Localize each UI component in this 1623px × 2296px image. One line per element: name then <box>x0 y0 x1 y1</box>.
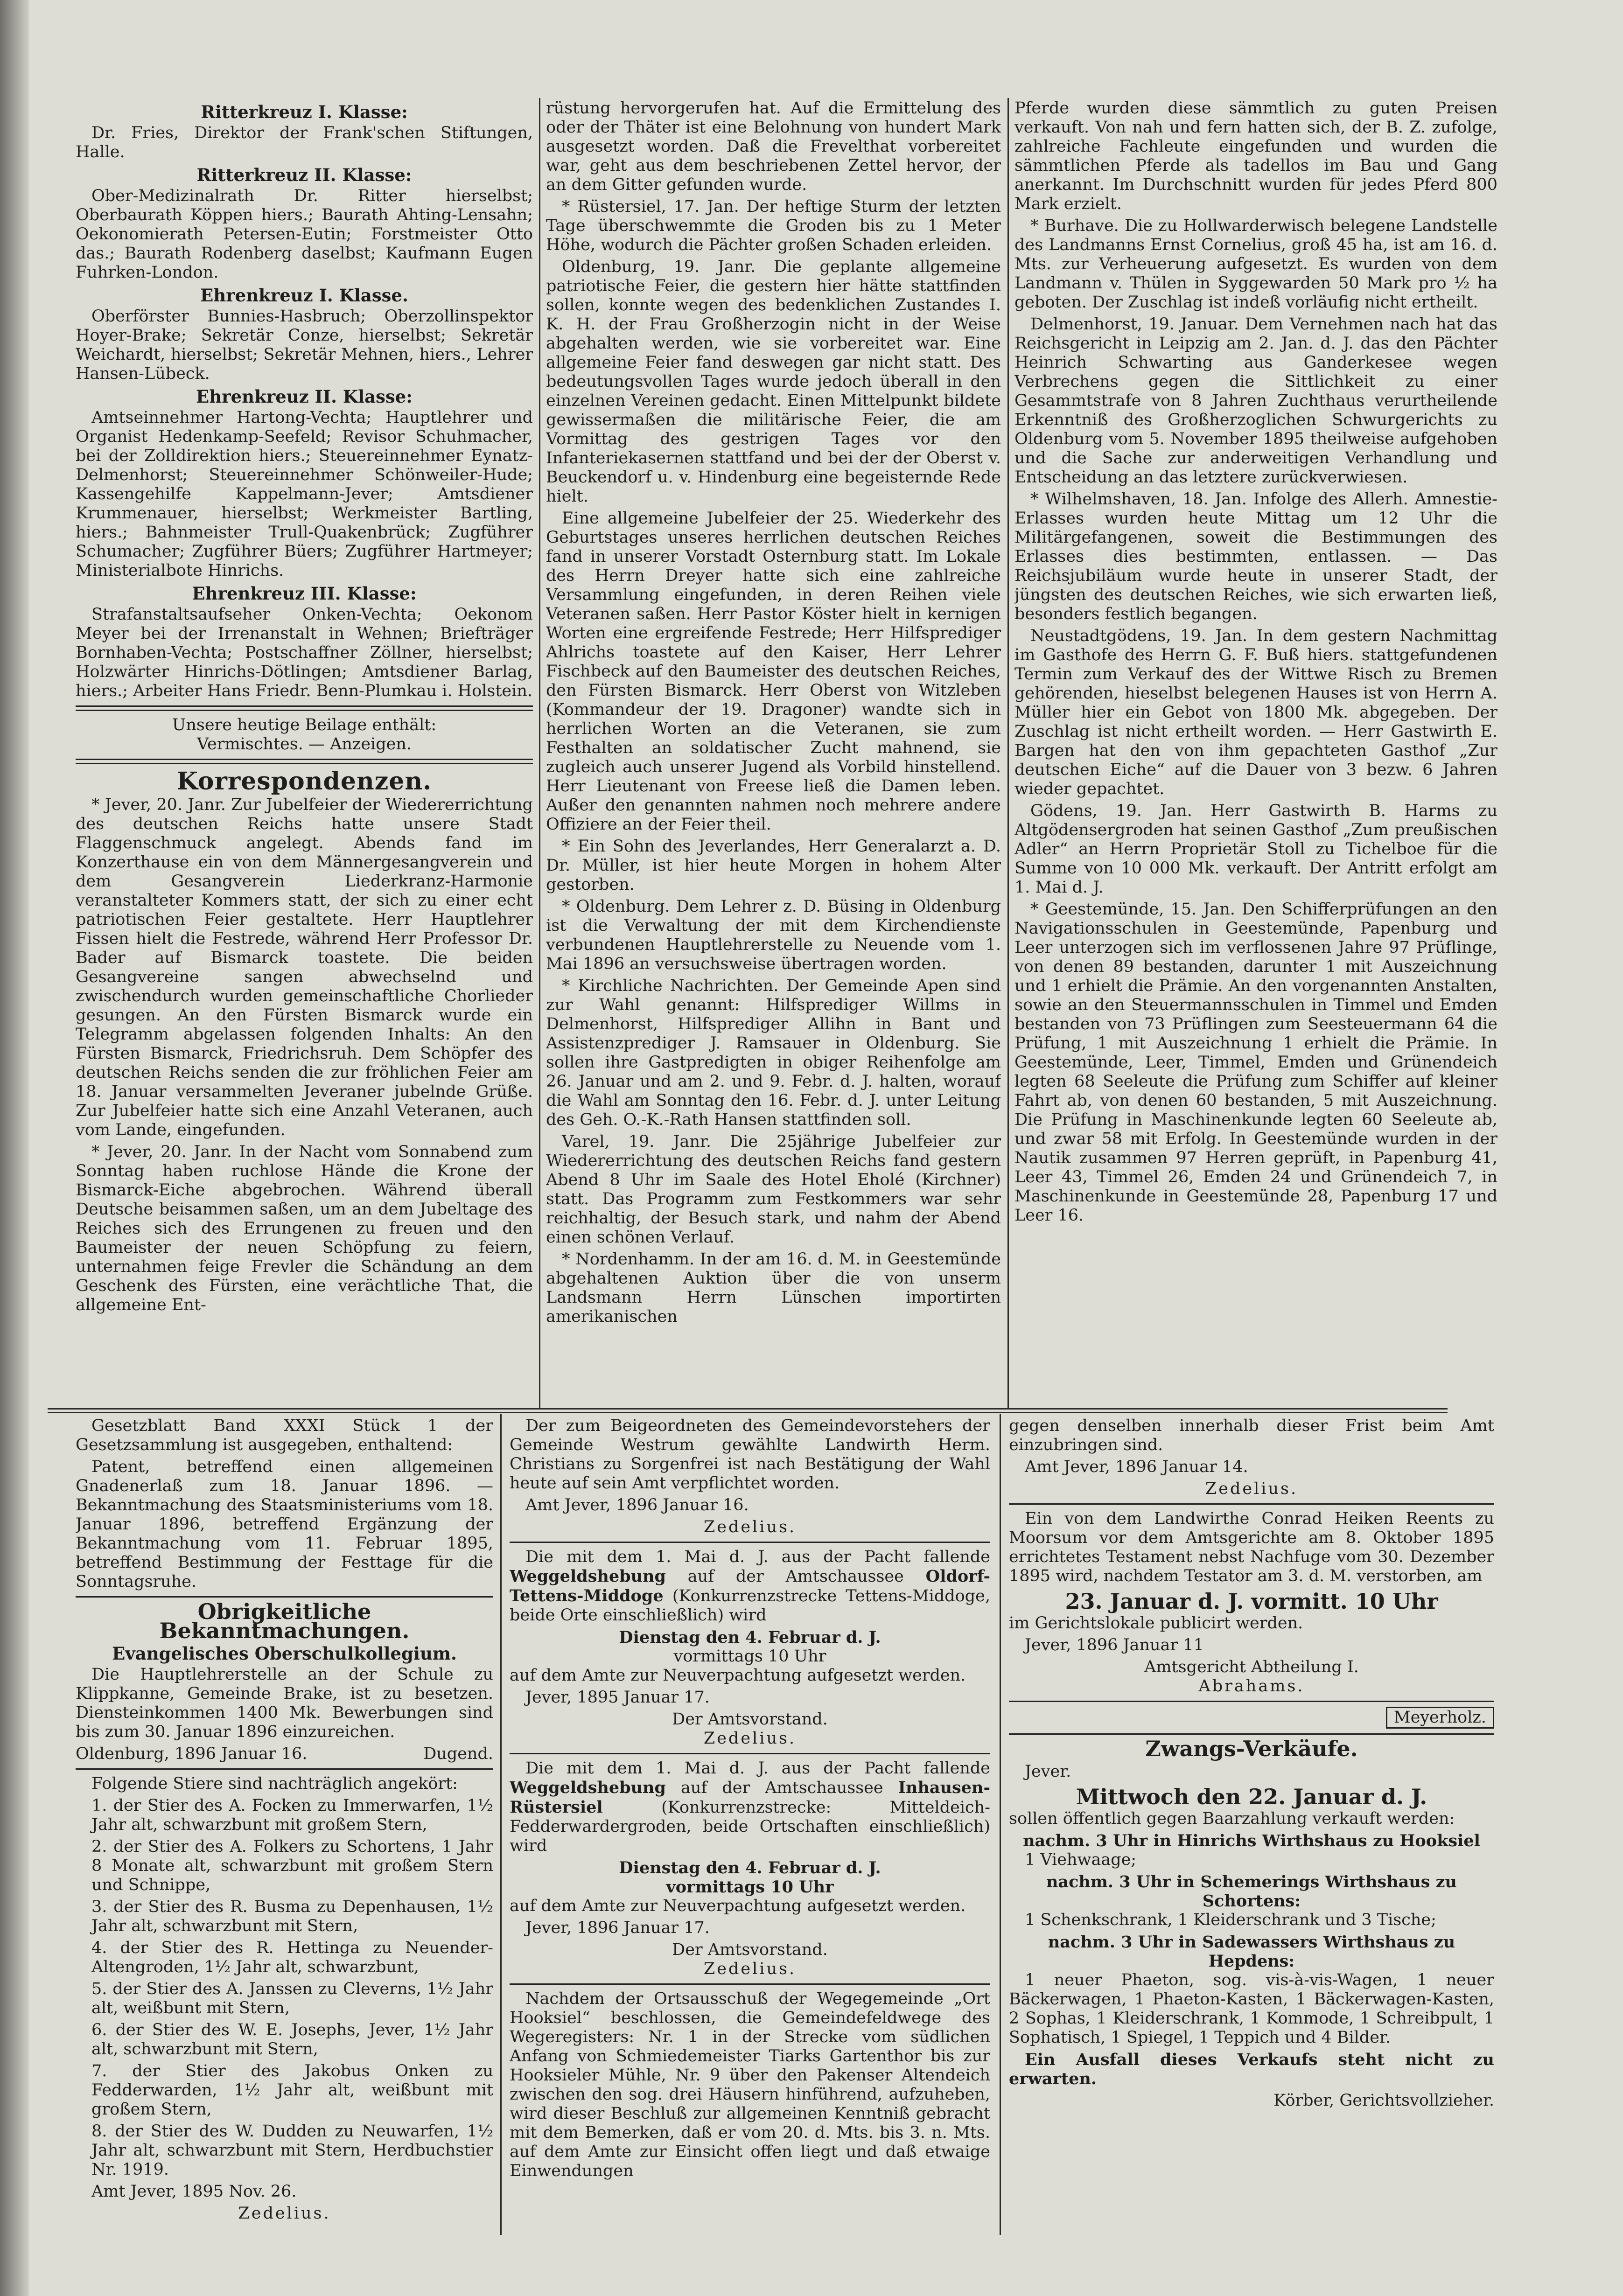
section-heading-zwangsverkaeufe: Zwangs-Verkäufe. <box>1145 1736 1358 1761</box>
column-1 <box>76 99 533 1405</box>
signature-place-date: Jever, 1896 Januar 17. <box>525 1919 710 1937</box>
column-divider-lower-2 <box>1000 1414 1001 2235</box>
paragraph-ehrenkreuz-1: Oberförster Bunnies-Hasbruch; Oberzollinspektor Hoyer-Brake; Sekretär Conze, hierselbst; Sekretär Weichardt, hierselbst; Sekretär Mehnen, hiers., Lehrer Hansen-Lübeck. <box>76 307 533 383</box>
notice-text: auf dem Amte zur Neuverpachtung aufgesetzt werden. <box>510 1666 966 1685</box>
list-item: 5. der Stier des A. Janssen zu Cleverns, 1½ Jahr alt, weißbunt mit Stern, <box>91 1980 493 2017</box>
auction-location: nachm. 3 Uhr in Sadewassers Wirthshaus zu Hepdens: <box>1048 1933 1455 1971</box>
list-item: 7. der Stier des Jakobus Onken zu Fedderwarden, 1½ Jahr alt, weißbunt mit großem Stern, <box>91 2062 493 2119</box>
section-divider-2 <box>48 1412 1448 1413</box>
auction-location: nachm. 3 Uhr in Schemerings Wirthshaus zu Schortens: <box>1046 1872 1457 1911</box>
text: auf der Amtschaussee <box>680 1779 883 1797</box>
text: auf der Amtschaussee <box>687 1567 904 1586</box>
signature-place-date: Amt Jever, 1896 Januar 14. <box>1025 1458 1248 1476</box>
article-oldenburg-1: Oldenburg, 19. Janr. Die geplante allgemeine patriotische Feier, die gestern hier hätte stattfinden sollen, konnte wegen des bedenklichen Zustandes I. K. H. der Frau Großherzogin nicht in der Weise abgehalten werden, wie sie vorbereitet war. Eine allgemeine Feier fand deswegen gar nicht statt. Des bedeutungsvollen Tages wurde jedoch überall in den einzelnen Vereinen gedacht. Einen Mittelpunkt bildete gewissermaßen die militärische Feier, die am Vormittag des gestrigen Tages vor den Infanteriekasernen stattfand und bei der der Oberst v. Beuckendorf u. v. Hindenburg eine begeisternde Rede hielt. <box>546 258 1001 506</box>
lower-column-2 <box>510 1417 990 2238</box>
auction-items: 1 Schenkschrank, 1 Kleiderschrank und 3 Tische; <box>1025 1911 1436 1929</box>
newspaper-page <box>29 0 1623 2296</box>
signature-place-date: Amt Jever, 1896 Januar 16. <box>525 1496 749 1514</box>
article-nordenhamm-continued: Pferde wurden diese sämmtlich zu guten Preisen verkauft. Von nah und fern hatten sich, der B. Z. zufolge, zahlreiche Fachleute eingefunden und wurden die sämmtlichen Pferde als tadellos im Bau und Gang anerkannt. Im Durchschnitt wurden für jedes Pferd 800 Mark erzielt. <box>1014 99 1497 213</box>
column-3 <box>1014 99 1497 1405</box>
article-jever-1: * Jever, 20. Janr. Zur Jubelfeier der Wiedererrichtung des deutschen Reichs hatte unsere Stadt Flaggenschmuck angelegt. Abends fand im Konzerthause ein von dem Männergesangverein und dem Gesangverein Liederkranz-Harmonie veranstalteter Kommers statt, der sich zu einer echt patriotischen Feier gestaltete. Herr Hauptlehrer Fissen hielt die Festrede, während Herr Professor Dr. Bader auf Bismarck toastete. Die beiden Gesangvereine sangen abwechselnd und zwischendurch wurden gemeinschaftliche Chorlieder gesungen. An den Fürsten Bismarck wurde ein Telegramm abgelassen folgenden Inhalts: An den Fürsten Bismarck, Friedrichsruh. Dem Schöpfer des deutschen Reichs senden die zur fröhlichen Feier am 18. Januar versammelten Jeveraner jubelnde Grüße. Zur Jubelfeier hatte sich eine Anzahl Veteranen, auch vom Lande, eingefunden. <box>76 796 533 1139</box>
article-oldenburg-2: Eine allgemeine Jubelfeier der 25. Wiederkehr des Geburtstages unseres herrlichen deutschen Reiches fand in unserer Vorstadt Osternburg statt. Im Lokale des Herrn Dreyer hatte sich eine zahlreiche Versammlung eingefunden, in deren Reihen viele Veteranen saßen. Herr Pastor Köster hielt in kernigen Worten eine ergreifende Festrede; Herr Hilfsprediger Ahlrichs toastete auf den Kaiser, Herr Lehrer Fischbeck auf den Baumeister des deutschen Reiches, den Fürsten Bismarck. Herr Oberst von Witzleben (Kommandeur der 19. Dragoner) wandte sich in herrlichen Worten an die Veteranen, sie zum Festhalten an soldatischer Zucht mahnend, sie zugleich auch unserer Jugend als Vorbild hinstellend. Herr Lieutenant von Freese ließ die Damen leben. Außer den genannten nahmen noch mehrere andere Offiziere an der Feier theil. <box>546 509 1001 834</box>
paragraph-ritterkreuz-2: Ober-Medizinalrath Dr. Ritter hierselbst; Oberbaurath Köppen hiers.; Baurath Ahting-Lensahn; Oekonomierath Petersen-Eutin; Forstmeister Otto das.; Baurath Rodenberg daselbst; Kaufmann Eugen Fuhrken-London. <box>76 187 533 282</box>
column-2 <box>546 99 1001 1405</box>
heading-ehrenkreuz-1: Ehrenkreuz I. Klasse. <box>200 285 408 306</box>
heading-oberschulkollegium: Evangelisches Oberschulkollegium. <box>112 1643 457 1664</box>
article-geestemuende: * Geestemünde, 15. Jan. Den Schifferprüfungen an den Navigationsschulen in Geestemünde, Papenburg und Leer unterzogen sich im verflossenen Jahre 97 Prüflinge, von denen 89 bestanden, darunter 1 mit Auszeichnung und 1 erhielt die Prämie. An den vorgenannten Anstalten, sowie an den Steuermannsschulen in Timmel und Emden bestanden von 73 Prüflingen zum Seesteuermann 64 die Prüfung, 1 mit Auszeichnung 1 erhielt die Prämie. In Geestemünde, Leer, Timmel, Emden und Grünendeich legten 68 Seeleute die Prüfung zum Schiffer auf kleiner Fahrt ab, von denen 60 bestanden, 5 mit Auszeichnung. Die Prüfung in Maschinenkunde legten 60 Seeleute ab, und zwar 58 mit Erfolg. In Geestemünde wurden in der Nautik zusammen 97 Herren geprüft, in Papenburg 41, Leer 43, Timmel 26, Emden 24 und Grünendeich 7, in Maschinenkunde in Geestemünde 28, Papenburg 17 und Leer 16. <box>1014 900 1497 1225</box>
heading-ritterkreuz-2: Ritterkreuz II. Klasse: <box>196 165 412 185</box>
rule <box>510 1753 990 1754</box>
text: Die mit dem 1. Mai d. J. aus der Pacht fallende <box>525 1548 990 1566</box>
lower-column-3 <box>1009 1417 1494 2238</box>
list-item: 2. der Stier des A. Folkers zu Schortens, 1 Jahr 8 Monate alt, schwarzbunt mit großem Stern und Schnippe, <box>91 1837 493 1894</box>
heading-ehrenkreuz-2: Ehrenkreuz II. Klasse: <box>196 386 413 407</box>
article-ruestersiel: * Rüstersiel, 17. Jan. Der heftige Sturm der letzten Tage überschwemmte die Groden bis zu 1 Meter Höhe, wodurch die Pächter großen Schaden erleiden. <box>546 197 1001 254</box>
rule <box>1009 1733 1494 1735</box>
signature-name: Zedelius. <box>1205 1479 1298 1498</box>
auction-date: Mittwoch den 22. Januar d. J. <box>1076 1784 1427 1809</box>
notice-weggeld-1 <box>510 1548 990 1625</box>
list-item: 3. der Stier des R. Busma zu Depenhausen, 1½ Jahr alt, schwarzbunt mit Stern, <box>91 1898 493 1935</box>
paragraph-ritterkreuz-1: Dr. Fries, Direktor der Frank'schen Stiftungen, Halle. <box>76 124 533 161</box>
article-kirchliche-nachrichten: * Kirchliche Nachrichten. Der Gemeinde Apen sind zur Wahl genannt: Hilfsprediger Willms in Delmenhorst, Hilfsprediger Allihn in Bant und Assistenzprediger J. Ramsauer in Oldenburg. Sie sollen ihre Gastpredigten in obiger Reihenfolge am 26. Januar und am 2. und 9. Febr. d. J. halten, worauf die Wahl am Sonntag den 16. Febr. d. J. unter Leitung des Geh. O.-K.-Rath Hansen stattfinden soll. <box>546 977 1001 1129</box>
list-item: 1. der Stier des A. Focken zu Immerwarfen, 1½ Jahr alt, schwarzbunt mit großem Stern, <box>91 1796 493 1834</box>
notice-beigeordneter: Der zum Beigeordneten des Gemeindevorstehers der Gemeinde Westrum gewählte Landwirth Herm. Christians zu Sorgenfrei ist nach Bestätigung der Wahl heute auf sein Amt verpflichtet worden. <box>510 1417 990 1493</box>
auction-date: Dienstag den 4. Februar d. J. <box>619 1858 881 1877</box>
notice-text: im Gerichtslokale publicirt werden. <box>1009 1614 1303 1633</box>
column-divider-upper-2 <box>1007 98 1009 1409</box>
column-divider-lower-1 <box>500 1414 502 2235</box>
notice-gesetzblatt: Gesetzblatt Band XXXI Stück 1 der Gesetzsammlung ist ausgegeben, enthaltend: <box>76 1417 493 1454</box>
list-item: 4. der Stier des R. Hettinga zu Neuender-Altengroden, 1½ Jahr alt, schwarzbunt, <box>91 1939 493 1976</box>
notice-stiere-intro: Folgende Stiere sind nachträglich angekört: <box>91 1774 458 1793</box>
article-burhave: * Burhave. Die zu Hollwarderwisch belegene Landstelle des Landmanns Ernst Cornelius, groß 45 ha, ist am 16. d. Mts. zur Verheuerung aufgesetzt. Es wurden von dem Landmann v. Thülen in Syggewarden 50 Mark pro ½ ha geboten. Der Zuschlag ist indeß vorläufig nicht ertheilt. <box>1014 216 1497 312</box>
signature-place-date: Jever, 1896 Januar 11 <box>1025 1636 1204 1654</box>
signature-office: Der Amtsvorstand. <box>672 1940 828 1959</box>
beilage-contents: Vermischtes. — Anzeigen. <box>196 735 412 754</box>
notice-ausfall: Ein Ausfall dieses Verkaufs steht nicht zu erwarten. <box>1009 2050 1494 2088</box>
rule <box>1009 1503 1494 1505</box>
beilage-heading: Unsere heutige Beilage enthält: <box>172 716 437 734</box>
signature-office: Der Amtsvorstand. <box>672 1710 828 1729</box>
signature-name: Zedelius. <box>703 1960 797 1978</box>
rule <box>510 1542 990 1543</box>
stiere-list <box>76 1796 493 2179</box>
signature-name: Abrahams. <box>1198 1677 1305 1696</box>
list-item: 6. der Stier des W. E. Josephs, Jever, 1½ Jahr alt, schwarzbunt mit Stern, <box>91 2021 493 2059</box>
signature-name: Zedelius. <box>238 2204 331 2223</box>
auction-time: vormittags 10 Uhr <box>673 1647 826 1666</box>
notice-text: sollen öffentlich gegen Baarzahlung verkauft werden: <box>1009 1809 1455 1828</box>
article-delmenhorst: Delmenhorst, 19. Januar. Dem Vernehmen nach hat das Reichsgericht in Leipzig am 2. Jan. d. J. das den Pächter Heinrich Schwarting aus Ganderkesee wegen Verbrechens gegen die Sittlichkeit zu einer Gesammtstrafe von 8 Jahren Zuchthaus verurtheilende Erkenntniß des Großherzoglichen Schwurgerichts zu Oldenburg vom 5. November 1895 theilweise aufgehoben und die Sache zur anderweitigen Verhandlung und Entscheidung an das letztere zurückverwiesen. <box>1014 315 1497 487</box>
article-neustadtgoedens: Neustadtgödens, 19. Jan. In dem gestern Nachmittag im Gasthofe des Herrn G. F. Buß hiers. stattgefundenen Termin zum Verkauf des der Wittwe Risch zu Bremen gehörenden, hieselbst belegenen Hauses ist von Herrn A. Müller hier ein Gebot von 1800 Mk. abgegeben. Der Zuschlag ist nicht ertheilt worden. — Herr Gastwirth E. Bargen hat den von ihm gepachteten Gasthof „Zur deutschen Eiche“ auf die Dauer von 3 bezw. 6 Jahren wieder gepachtet. <box>1014 627 1497 798</box>
signature-place-date: Jever, 1895 Januar 17. <box>525 1688 710 1707</box>
article-sohn-jeverland: * Ein Sohn des Jeverlandes, Herr Generalarzt a. D. Dr. Müller, ist hier heute Morgen in hohem Alter gestorben. <box>546 837 1001 894</box>
rule <box>76 1768 493 1770</box>
signature-name: Zedelius. <box>703 1518 797 1536</box>
article-jever-2-continued: rüstung hervorgerufen hat. Auf die Ermittelung des oder der Thäter ist eine Belohnung von hundert Mark ausgesetzt worden. Daß die Frevelthat vorbereitet war, geht aus dem beschriebenen Zettel hervor, der an dem Gitter gefunden wurde. <box>546 99 1001 194</box>
advertiser-name <box>1009 1707 1494 1729</box>
place-name: Jever. <box>1025 1762 1071 1781</box>
auction-time: vormittags 10 Uhr <box>666 1877 834 1897</box>
book-binding-edge <box>0 0 29 2296</box>
article-goedens: Gödens, 19. Jan. Herr Gastwirth B. Harms zu Altgödensergroden hat seinen Gasthof „Zum preußischen Adler“ an Herrn Proprietär Stoll zu Tichelboe für die Summe von 10 000 Mk. verkauft. Der Antritt erfolgt am 1. Mai d. J. <box>1014 802 1497 897</box>
notice-text: auf dem Amte zur Neuverpachtung aufgesetzt werden. <box>510 1897 966 1915</box>
article-varel: Varel, 19. Janr. Die 25jährige Jubelfeier zur Wiedererrichtung des deutschen Reichs fand gestern Abend 8 Uhr im Saale des Hotel Eholé (Kirchner) statt. Das Programm zum Festkommers war sehr reichhaltig, der Besuch stark, und nahm der Abend einen schönen Verlauf. <box>546 1132 1001 1247</box>
article-oldenburg-3: * Oldenburg. Dem Lehrer z. D. Büsing in Oldenburg ist die Verwaltung der mit dem Kirchendienste verbundenen Hauptlehrerstelle zu Neuende vom 1. Mai 1896 an versuchsweise übertragen worden. <box>546 897 1001 973</box>
article-nordenhamm: * Nordenhamm. In der am 16. d. M. in Geestemünde abgehaltenen Auktion über die von unserm Landsmann Herrn Lünschen importirten amerikanischen <box>546 1250 1001 1326</box>
heading-ehrenkreuz-3: Ehrenkreuz III. Klasse: <box>192 583 417 604</box>
paragraph-ehrenkreuz-3: Strafanstaltsaufseher Onken-Vechta; Oekonom Meyer bei der Irrenanstalt in Wehnen; Briefträger Bornhaben-Vechta; Postschaffner Zöllner, hierselbst; Holzwärter Hinrichs-Dötlingen; Amtsdiener Barlag, hiers.; Arbeiter Hans Friedr. Benn-Plumkau i. Holstein. <box>76 605 533 700</box>
notice-hauptlehrerstelle: Die Hauptlehrerstelle an der Schule zu Klippkanne, Gemeinde Brake, ist zu besetzen. Diensteinkommen 1400 Mk. Bewerbungen sind bis zum 30. Januar 1896 einzureichen. <box>76 1665 493 1741</box>
paragraph-ehrenkreuz-2: Amtseinnehmer Hartong-Vechta; Hauptlehrer und Organist Hedenkamp-Seefeld; Revisor Schuhmacher, bei der Zolldirektion hiers.; Steuereinnehmer Eynatz-Delmenhorst; Steuereinnehmer Schönweiler-Hude; Kassengehilfe Kappelmann-Jever; Amtsdiener Krummenauer, hierselbst; Werkmeister Bartling, hiers.; Bahnmeister Trull-Quakenbrück; Zugführer Schumacher; Zugführer Büers; Zugführer Hartmeyer; Ministerialbote Hinrichs. <box>76 408 533 580</box>
section-heading-korrespondenzen: Korrespondenzen. <box>176 767 432 796</box>
auction-items: 1 Viehwaage; <box>1025 1850 1137 1869</box>
rule <box>510 1983 990 1985</box>
signature-place-date: Oldenburg, 1896 Januar 16. <box>76 1745 308 1763</box>
testament-date: 23. Januar d. J. vormitt. 10 Uhr <box>1065 1589 1438 1614</box>
lower-column-1 <box>76 1417 493 2238</box>
heading-ritterkreuz-1: Ritterkreuz I. Klasse: <box>201 102 408 122</box>
notice-ortsausschuss: Nachdem der Ortsausschuß der Wegegemeinde „Ort Hooksiel“ beschlossen, die Gemeindefeldwege des Wegeregisters: Nr. 1 in der Strecke vom südlichen Anfang von Schmiedemeister Tiarks Gartenthor bis zur Hooksieler Mühle, Nr. 9 über den Pakenser Altendeich zwischen den sog. drei Häusern hinführend, aufzuheben, wird dieser Beschluß zur allgemeinen Kenntniß gebracht mit dem Bemerken, daß er vom 20. d. Mts. bis 3. n. Mts. auf dem Amte zur Einsicht offen liegt und daß etwaige Einwendungen <box>510 1989 990 2180</box>
emphasis: Weggeldshebung <box>510 1778 666 1797</box>
auction-items: 1 neuer Phaeton, sog. vis-à-vis-Wagen, 1 neuer Bäckerwagen, 1 Phaeton-Kasten, 1 Bäckerwagen-Kasten, 2 Sophas, 1 Kleiderschrank, 1 Kommode, 1 Schreibpult, 1 Sophatisch, 1 Spiegel, 1 Teppich und 4 Bilder. <box>1009 1971 1494 2047</box>
notice-weggeld-2 <box>510 1759 990 1856</box>
notice-testament: Ein von dem Landwirthe Conrad Heiken Reents zu Moorsum vor dem Amtsgerichte am 8. Oktober 1895 errichtetes Testament nebst Nachfuge vom 30. Dezember 1895 wird, nachdem Testator am 3. d. M. verstorben, am <box>1009 1509 1494 1585</box>
boxed-name: Meyerholz. <box>1386 1707 1494 1729</box>
notice-continued: gegen denselben innerhalb dieser Frist beim Amt einzubringen sind. <box>1009 1417 1494 1454</box>
text: Die mit dem 1. Mai d. J. aus der Pacht fallende <box>525 1759 990 1778</box>
article-wilhelmshaven: * Wilhelmshaven, 18. Jan. Infolge des Allerh. Amnestie-Erlasses wurden heute Mittag um 12 Uhr die Militärgefangenen, soweit die Bestimmungen des Erlasses dies bestimmten, entlassen. — Das Reichsjubiläum wurde heute in unserer Stadt, der jüngsten des deutschen Reiches, wie sich erwarten ließ, besonders festlich begangen. <box>1014 490 1497 623</box>
text: (Konkurrenzstrecke: Mitteldeich-Fedderwardergroden, beide Ortschaften einschließlich) wird <box>510 1798 990 1855</box>
auction-date: Dienstag den 4. Februar d. J. <box>619 1628 881 1647</box>
rule <box>76 1596 493 1598</box>
emphasis: Oldorf-Tettens-Middoge <box>510 1567 990 1605</box>
article-jever-2: * Jever, 20. Janr. In der Nacht vom Sonnabend zum Sonntag haben ruchlose Hände die Krone der Bismarck-Eiche abgebrochen. Während überall Deutsche beisammen saßen, um an dem Jubeltage des Reiches sich des Errungenen zu freuen und den Baumeister der neuen Schöpfung zu feiern, unternahmen feige Frevler die Schändung an dem Geschenk des Fürsten, eine verächtliche That, die allgemeine Ent- <box>76 1143 533 1314</box>
signature-name: Dugend. <box>423 1745 493 1763</box>
section-heading-obrigkeitliche: Obrigkeitliche Bekanntmachungen. <box>159 1599 410 1643</box>
column-divider-upper-1 <box>539 98 540 1409</box>
notice-patent: Patent, betreffend einen allgemeinen Gnadenerlaß zum 18. Januar 1896. — Bekanntmachung des Staatsministeriums vom 18. Januar 1896, betreffend Ergänzung der Bekanntmachung vom 11. Februar 1895, betreffend Bestimmung der Festtage für die Sonntagsruhe. <box>76 1458 493 1591</box>
double-rule <box>76 759 533 764</box>
signature-row <box>76 1745 493 1764</box>
emphasis: Inhausen-Rüstersiel <box>510 1778 990 1817</box>
signature-name: Körber, Gerichtsvollzieher. <box>1273 2091 1494 2110</box>
signature-name: Zedelius. <box>703 1729 797 1748</box>
emphasis: Weggeldshebung <box>510 1567 666 1586</box>
text: (Konkurrenzstrecke Tettens-Middoge, beide Orte einschließlich) wird <box>510 1587 990 1625</box>
rule <box>1009 1701 1494 1702</box>
auction-location: nachm. 3 Uhr in Hinrichs Wirthshaus zu Hooksiel <box>1023 1831 1480 1850</box>
list-item: 8. der Stier des W. Dudden zu Neuwarfen, 1½ Jahr alt, schwarzbunt mit Stern, Herdbuchstier Nr. 1919. <box>91 2122 493 2179</box>
signature-place-date: Amt Jever, 1895 Nov. 26. <box>91 2182 297 2201</box>
signature-office: Amtsgericht Abtheilung I. <box>1144 1658 1359 1676</box>
double-rule <box>76 705 533 711</box>
section-divider <box>48 1408 1448 1410</box>
